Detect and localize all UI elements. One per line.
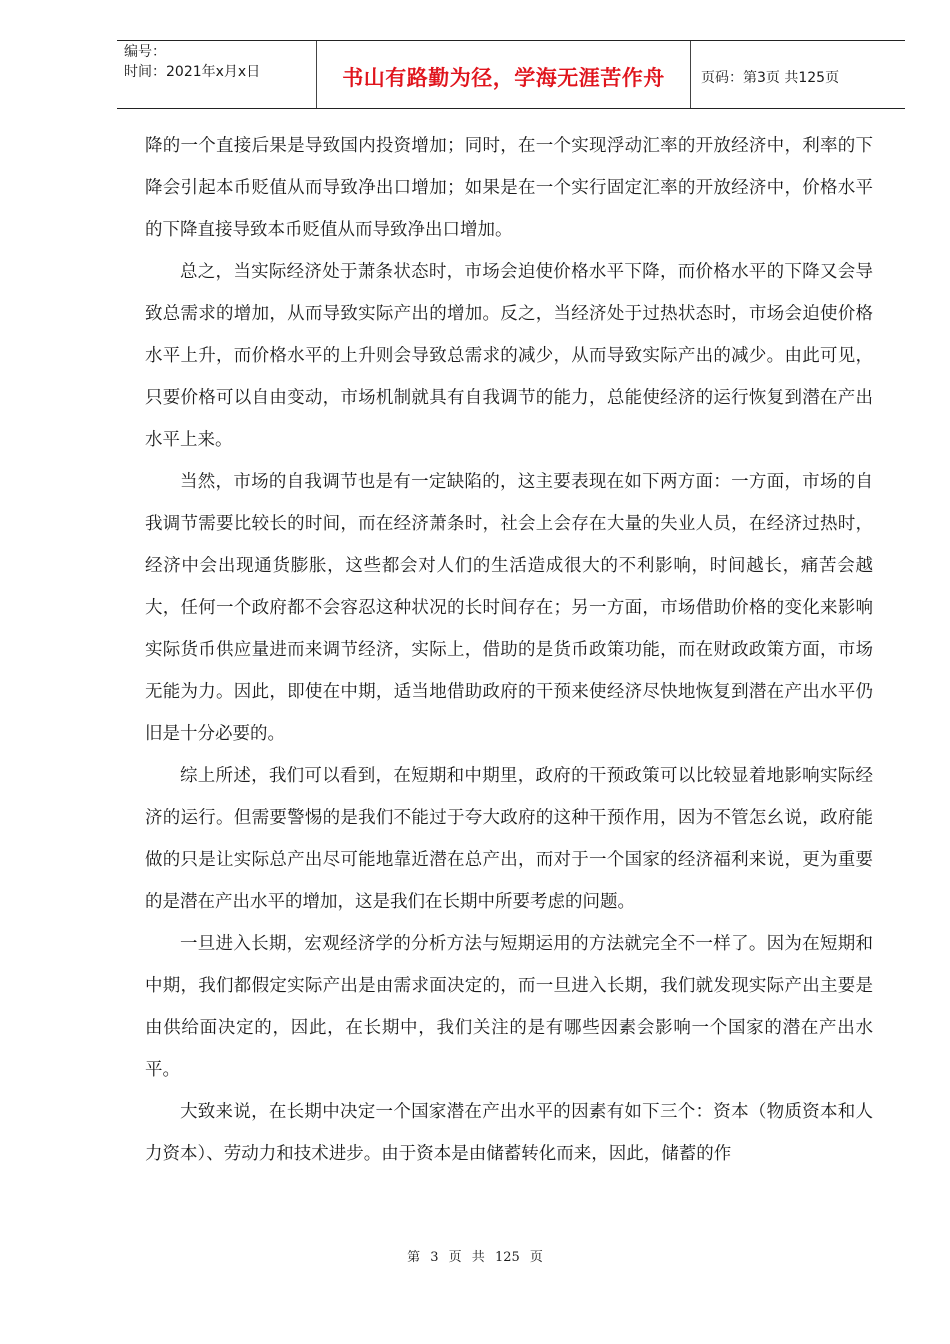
footer-gong: 共 [471,1250,485,1265]
header-page-info: 页码：第3页 共125页 [701,69,840,86]
header-motto-cell [317,41,691,108]
document-body [145,125,873,1175]
footer-ye: 页 [448,1250,462,1265]
paragraph: 综上所述，我们可以看到，在短期和中期里，政府的干预政策可以比较显着地影响实际经济的运行。但需要警惕的是我们不能过于夸大政府的这种干预作用，因为不管怎幺说，政府能做的只是让实际总产出尽可能地靠近潜在总产出，而对于一个国家的经济福利来说，更为重要的是潜在产出水平的增加，这是我们在长期中所要考虑的问题。 [145,766,873,912]
footer-total-pages: 125 [494,1250,520,1265]
paragraph: 当然，市场的自我调节也是有一定缺陷的，这主要表现在如下两方面：一方面，市场的自我调节需要比较长的时间，而在经济萧条时，社会上会存在大量的失业人员，在经济过热时，经济中会出现通货膨胀，这些都会对人们的生活造成很大的不利影响，时间越长，痛苦会越大，任何一个政府都不会容忍这种状况的长时间存在；另一方面，市场借助价格的变化来影响实际货币供应量进而来调节经济，实际上，借助的是货币政策功能，而在财政政策方面，市场无能为力。因此，即使在中期，适当地借助政府的干预来使经济尽快地恢复到潜在产出水平仍旧是十分必要的。 [145,472,873,744]
paragraph: 大致来说，在长期中决定一个国家潜在产出水平的因素有如下三个：资本（物质资本和人力资本）、劳动力和技术进步。由于资本是由储蓄转化而来，因此，储蓄的作 [145,1102,873,1164]
footer-di: 第 [407,1250,421,1265]
header-meta [117,41,317,108]
page-footer [0,1246,950,1265]
number-label: 编号： [124,44,166,60]
header-page-info-cell [691,41,905,108]
page-header [117,40,905,109]
footer-page-number: 3 [430,1250,439,1265]
paragraph: 一旦进入长期，宏观经济学的分析方法与短期运用的方法就完全不一样了。因为在短期和中期，我们都假定实际产出是由需求面决定的，而一旦进入长期，我们就发现实际产出主要是由供给面决定的，因此，在长期中，我们关注的是有哪些因素会影响一个国家的潜在产出水平。 [145,934,873,1080]
date-text: 时间：2021年x月x日 [124,64,261,80]
footer-ye-end: 页 [529,1250,543,1265]
paragraph: 总之，当实际经济处于萧条状态时，市场会迫使价格水平下降，而价格水平的下降又会导致总需求的增加，从而导致实际产出的增加。反之，当经济处于过热状态时，市场会迫使价格水平上升，而价格水平的上升则会导致总需求的减少，从而导致实际产出的减少。由此可见，只要价格可以自由变动，市场机制就具有自我调节的能力，总能使经济的运行恢复到潜在产出水平上来。 [145,262,873,450]
paragraph: 降的一个直接后果是导致国内投资增加；同时，在一个实现浮动汇率的开放经济中，利率的下降会引起本币贬值从而导致净出口增加；如果是在一个实行固定汇率的开放经济中，价格水平的下降直接导致本币贬值从而导致净出口增加。 [145,136,873,240]
header-motto: 书山有路勤为径，学海无涯苦作舟 [342,64,665,90]
